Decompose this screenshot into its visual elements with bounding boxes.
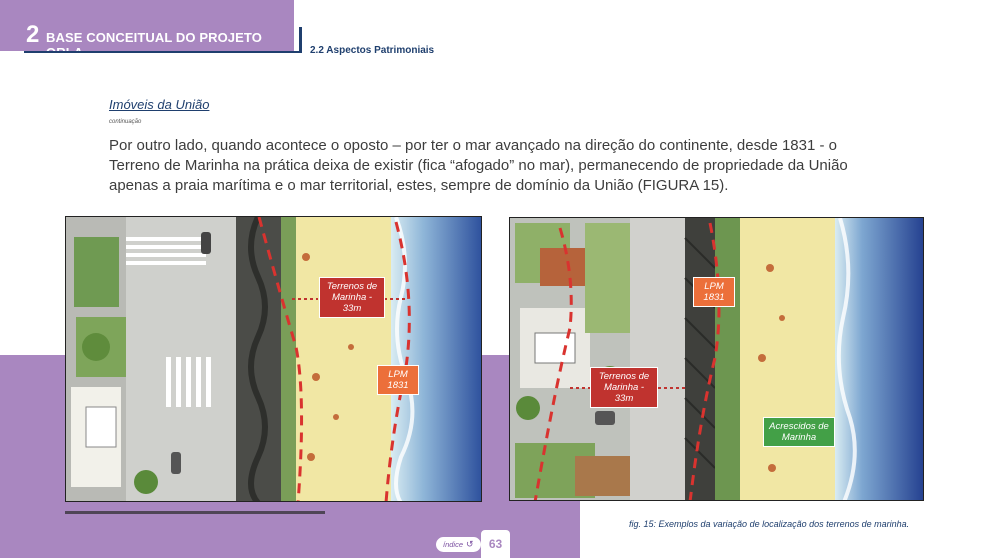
header-rule (24, 51, 302, 53)
chapter-number: 2 (26, 21, 40, 48)
index-button[interactable] (436, 537, 481, 552)
right-aerial-map (510, 218, 924, 501)
label-terrenos-de-marinha: Terrenos de Marinha - 33m (590, 367, 658, 408)
header-divider (299, 27, 302, 53)
page-number: 63 (481, 530, 510, 558)
index-label: índice (443, 540, 464, 549)
label-terrenos-de-marinha: Terrenos de Marinha - 33m (319, 277, 385, 318)
chapter-title: BASE CONCEITUAL DO PROJETO (46, 30, 262, 45)
figure-caption: fig. 15: Exemplos da variação de localização dos terrenos de marinha. (629, 519, 910, 529)
illustration-underline (65, 511, 325, 514)
subsection-title: 2.2 Aspectos Patrimoniais (310, 45, 435, 56)
chapter-tab (0, 0, 294, 51)
illustration-right (509, 217, 924, 501)
illustration-left (65, 216, 482, 502)
continuation-note: continuação (109, 119, 142, 125)
return-icon: ↺ (466, 539, 474, 549)
label-lpm-1831: LPM 1831 (693, 277, 735, 307)
body-paragraph: Por outro lado, quando acontece o oposto – por ter o mar avançado na direção do continente, desde 1831 - o Terreno de Marinha na prática deixa de existir (fica “afogado” no mar), permanecendo de propriedade da União apenas a praia marítima e o mar territorial, estes, sempre de domínio da União (FIGURA 15). (109, 137, 848, 194)
left-aerial-map (66, 217, 482, 502)
label-lpm-1831: LPM 1831 (377, 365, 419, 395)
section-title: Imóveis da União (109, 97, 210, 112)
label-acrescidos-de-marinha: Acrescidos de Marinha (763, 417, 835, 447)
